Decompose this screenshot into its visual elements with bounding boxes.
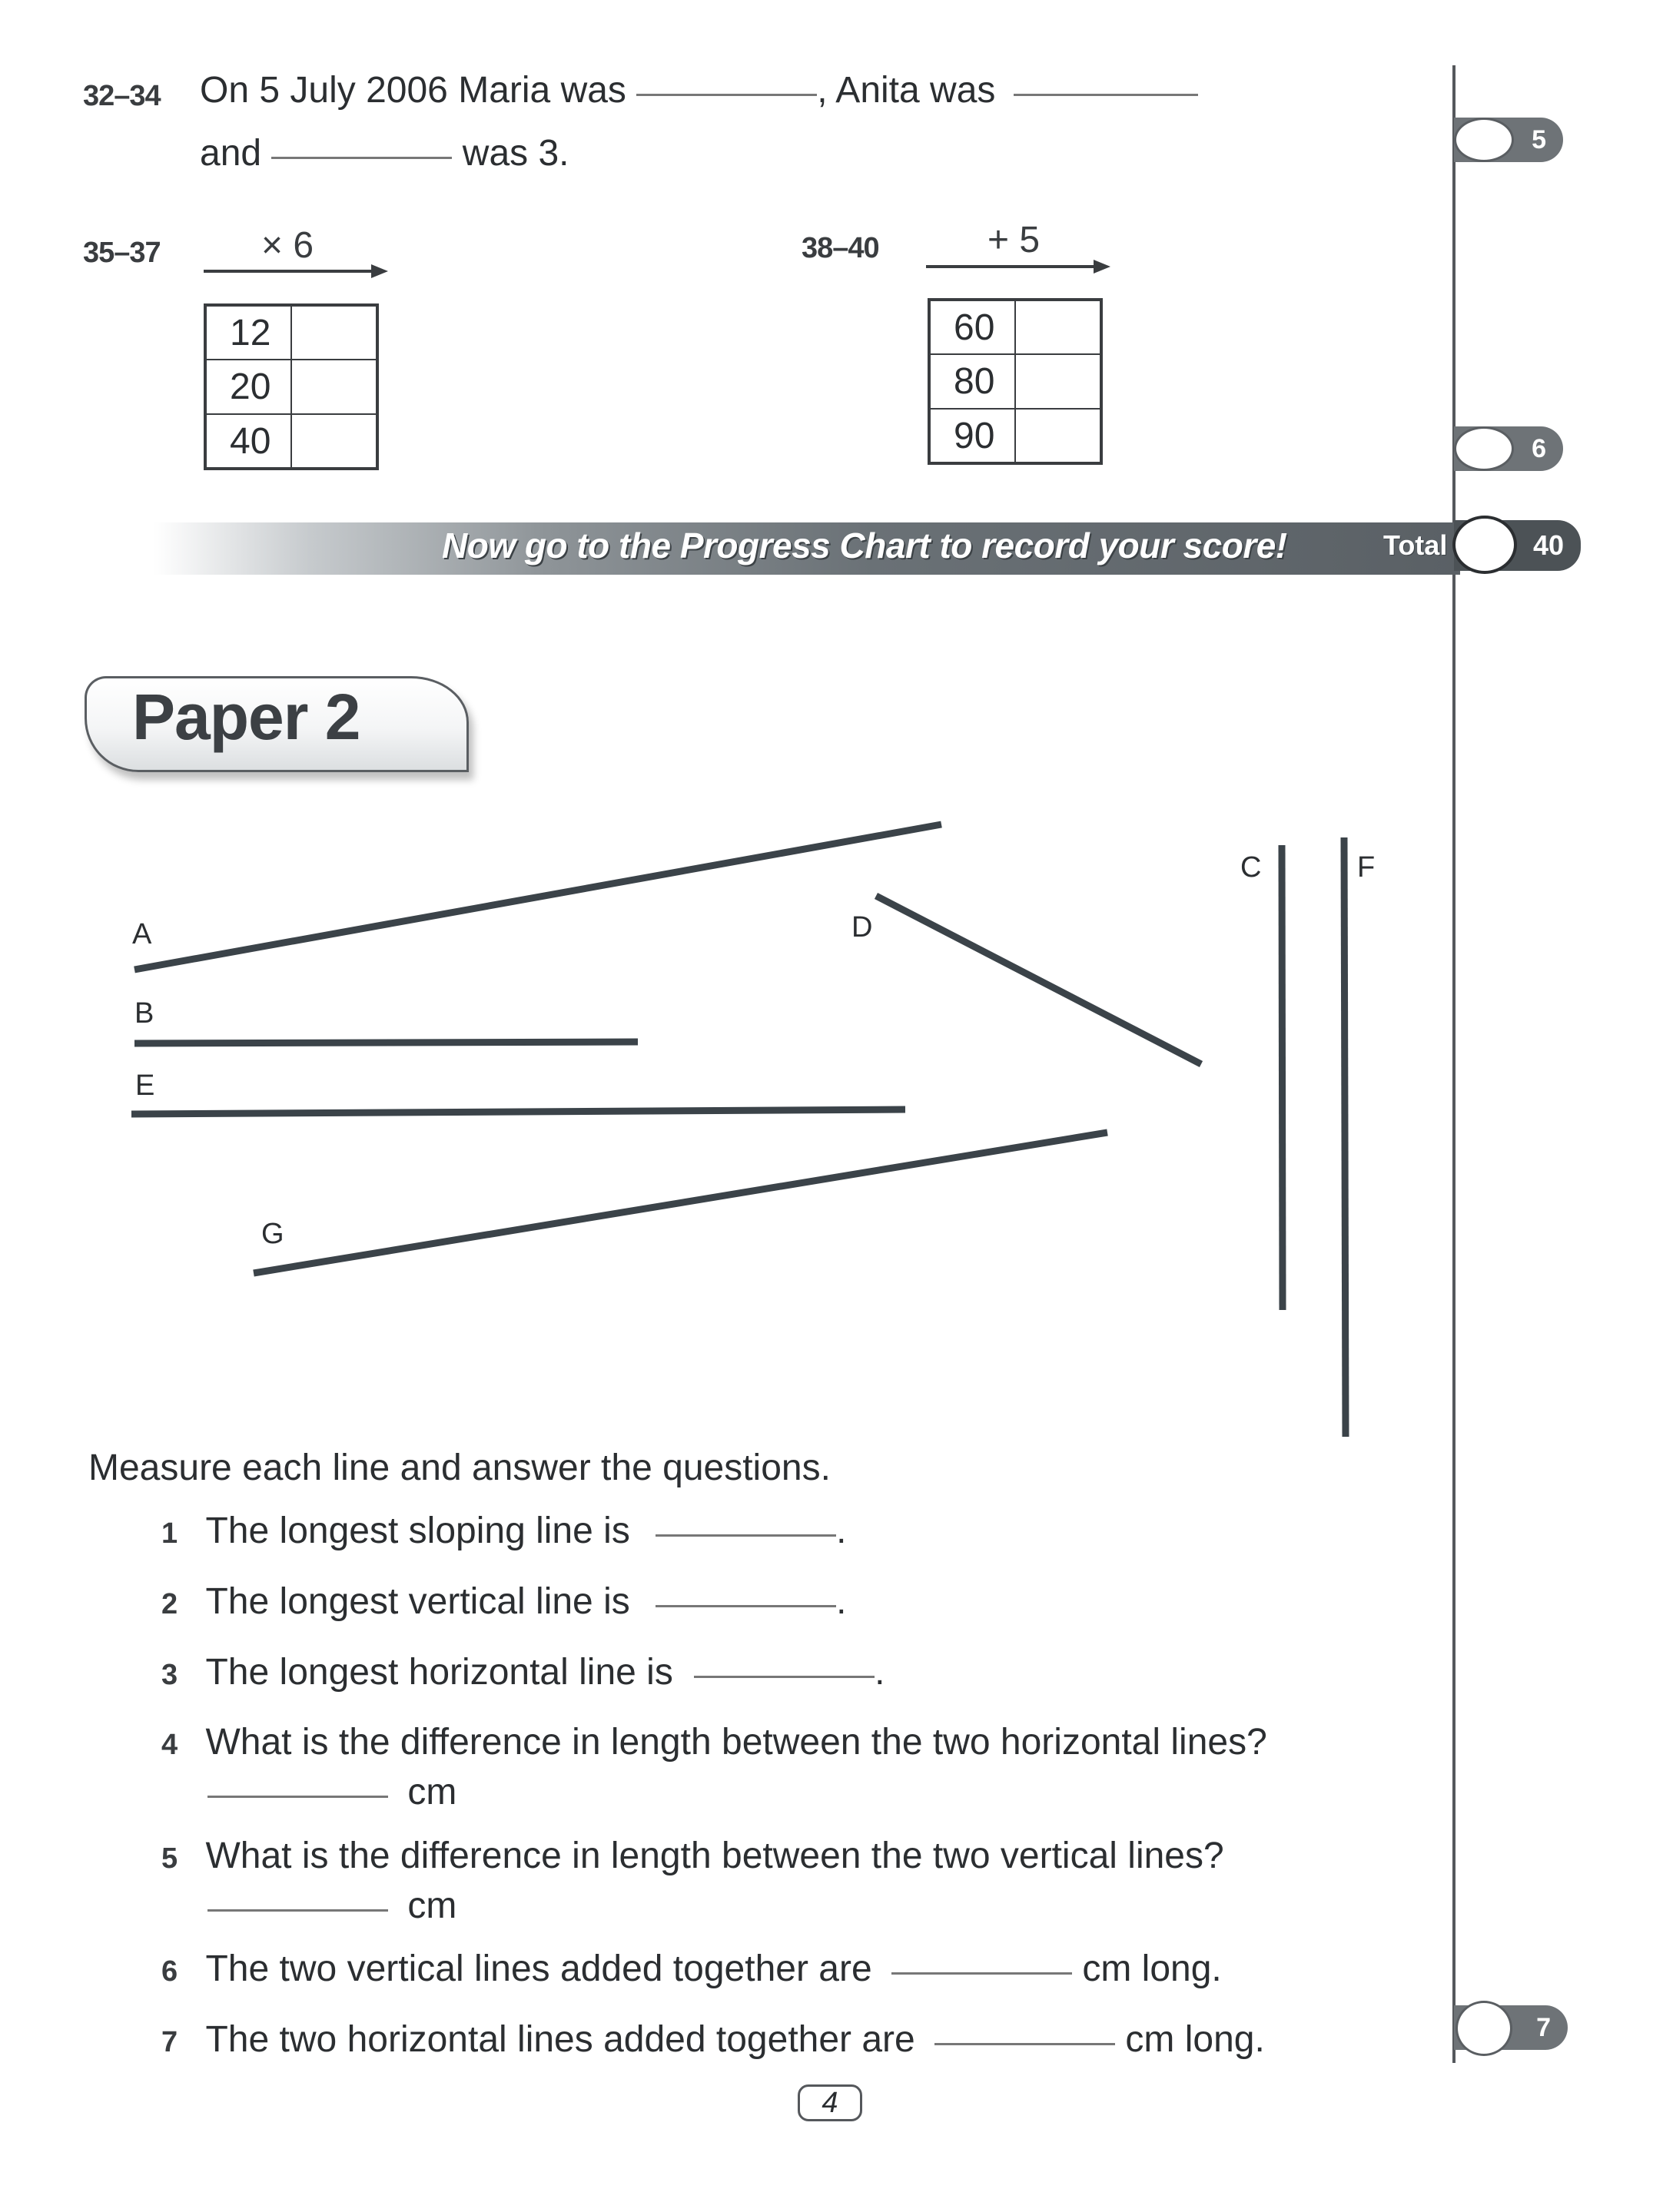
max-score-pill: 5	[1454, 118, 1563, 162]
line-a	[134, 824, 941, 970]
question-number: 1	[161, 1517, 178, 1550]
line-label-a: A	[132, 918, 152, 950]
line-c	[1282, 845, 1283, 1310]
question-6	[161, 1948, 1222, 1990]
question-7	[161, 2018, 1265, 2061]
line-g	[254, 1133, 1107, 1273]
question-text: cm long.	[1125, 2019, 1265, 2060]
question-text: The longest sloping line is	[205, 1511, 630, 1551]
unit-label: cm	[407, 1885, 457, 1926]
input-cell: 60	[929, 300, 1015, 354]
line-label-d: D	[851, 911, 873, 943]
question-number: 3	[161, 1659, 178, 1691]
question-number-38-40: 38–40	[802, 232, 879, 264]
line-e	[131, 1109, 905, 1114]
line-label-b: B	[134, 997, 154, 1030]
question-number: 5	[161, 1842, 178, 1875]
question-5	[161, 1835, 1224, 1877]
question-4	[161, 1721, 1267, 1763]
question-text: The two horizontal lines added together are	[205, 2019, 915, 2060]
answer-blank[interactable]	[694, 1676, 875, 1678]
question-number: 6	[161, 1955, 178, 1988]
score-entry-circle[interactable]	[1456, 2001, 1512, 2056]
progress-chart-reminder: Now go to the Progress Chart to record your score!	[442, 526, 1287, 565]
answer-blank[interactable]	[207, 1909, 388, 1912]
page-number: 4	[798, 2084, 862, 2121]
max-score-pill: 6	[1454, 426, 1563, 471]
question-4-answer	[207, 1771, 456, 1813]
input-cell: 20	[205, 360, 291, 414]
question-text: .	[875, 1652, 885, 1693]
question-text: On 5 July 2006 Maria was	[200, 70, 626, 111]
total-max-pill: 40	[1454, 520, 1581, 571]
answer-blank[interactable]	[656, 1605, 836, 1607]
line-f	[1344, 837, 1346, 1437]
question-text: and	[200, 133, 262, 174]
input-cell: 80	[929, 354, 1015, 409]
question-text: was 3.	[462, 133, 569, 174]
paper-title: Paper 2	[132, 681, 360, 753]
question-text: cm long.	[1082, 1948, 1222, 1989]
question-text: , Anita was	[817, 70, 996, 111]
question-number-35-37: 35–37	[83, 237, 161, 269]
question-number: 7	[161, 2026, 178, 2058]
question-text: The longest vertical line is	[205, 1581, 630, 1622]
answer-blank[interactable]	[656, 1534, 836, 1537]
instructions: Measure each line and answer the questions.	[88, 1448, 831, 1488]
unit-label: cm	[407, 1772, 457, 1812]
answer-blank[interactable]	[934, 2043, 1115, 2045]
input-cell: 12	[205, 305, 291, 360]
question-2	[161, 1580, 846, 1623]
question-text: .	[836, 1511, 847, 1551]
answer-blank[interactable]	[891, 1972, 1072, 1975]
question-number-32-34: 32–34	[83, 80, 161, 112]
line-label-f: F	[1357, 851, 1376, 884]
question-number: 4	[161, 1729, 178, 1761]
question-text: .	[836, 1581, 847, 1622]
max-score-pill: 7	[1454, 2005, 1568, 2050]
input-cell: 90	[929, 409, 1015, 463]
line-label-e: E	[135, 1070, 155, 1102]
line-label-g: G	[261, 1218, 284, 1250]
question-text: What is the difference in length between the two horizontal lines?	[205, 1722, 1267, 1763]
question-text: What is the difference in length between the two vertical lines?	[205, 1836, 1224, 1876]
operation-label: + 5	[987, 220, 1041, 260]
line-label-c: C	[1240, 851, 1262, 884]
total-label: Total	[1383, 529, 1448, 561]
question-number: 2	[161, 1588, 178, 1620]
question-1	[161, 1510, 847, 1552]
input-cell: 40	[205, 414, 291, 469]
question-3	[161, 1651, 885, 1693]
line-d	[876, 896, 1201, 1064]
operation-label: × 6	[261, 225, 314, 266]
question-text: The longest horizontal line is	[205, 1652, 673, 1693]
answer-blank[interactable]	[207, 1796, 388, 1798]
line-b	[134, 1042, 638, 1043]
question-5-answer	[207, 1885, 456, 1927]
question-text: The two vertical lines added together are	[205, 1948, 872, 1989]
